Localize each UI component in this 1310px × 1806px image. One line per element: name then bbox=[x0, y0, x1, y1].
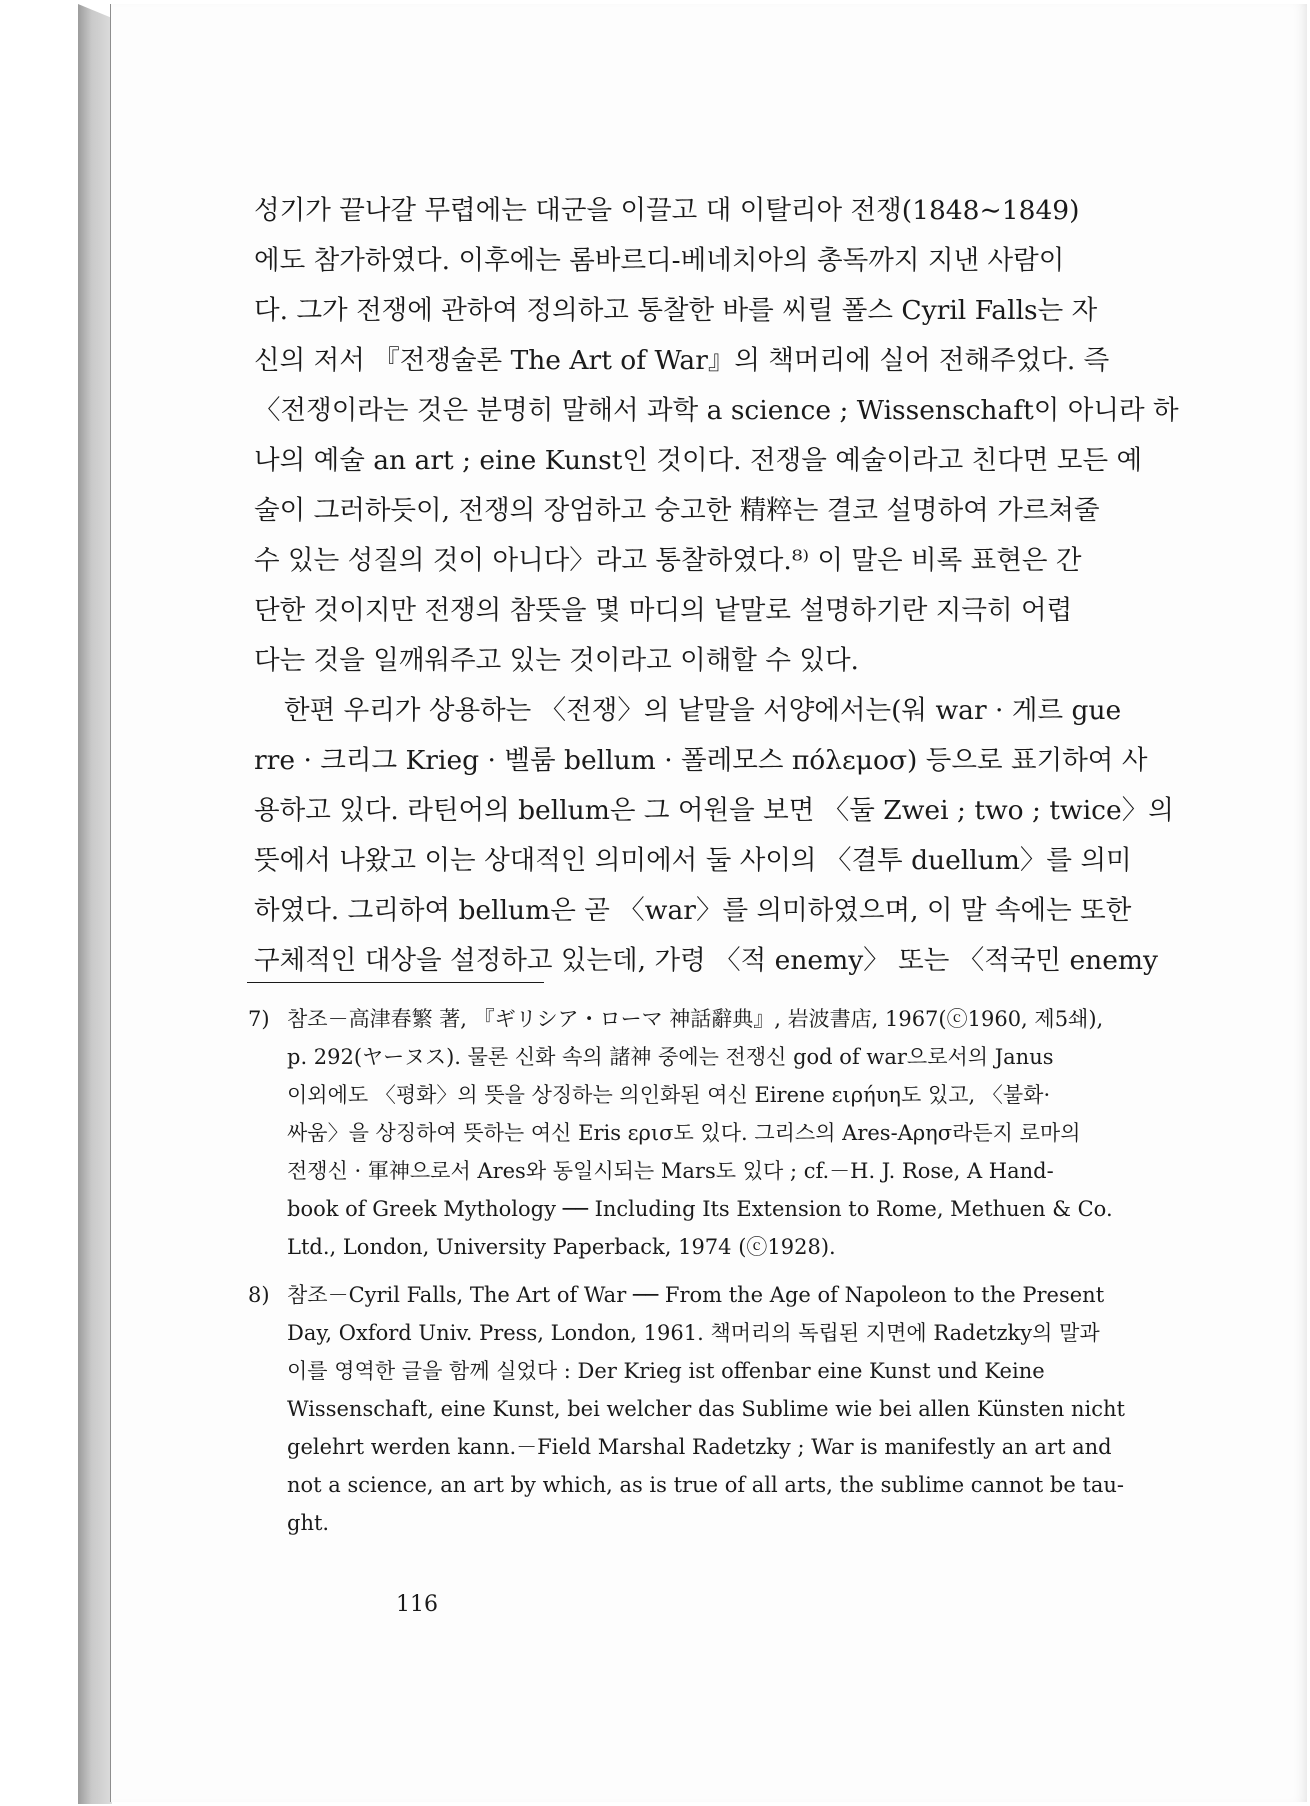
footnote-line: 참조－Cyril Falls, The Art of War ── From the Age of Napoleon to the Present bbox=[287, 1283, 1105, 1307]
body-line: 신의 저서 『전쟁술론 The Art of War』의 책머리에 실어 전해주었다. 즉 bbox=[254, 345, 1110, 376]
footnote-line: gelehrt werden kann.－Field Marshal Radetzky ; War is manifestly an art and bbox=[287, 1435, 1112, 1459]
body-line: 〈전쟁이라는 것은 분명히 말해서 과학 a science ; Wissenschaft이 아니라 하 bbox=[254, 395, 1179, 426]
body-line: 나의 예술 an art ; eine Kunst인 것이다. 전쟁을 예술이라고 친다면 모든 예 bbox=[254, 445, 1143, 476]
footnote-line: ght. bbox=[287, 1511, 330, 1535]
body-line: 뜻에서 나왔고 이는 상대적인 의미에서 둘 사이의 〈결투 duellum〉를 의미 bbox=[254, 845, 1132, 876]
footnote-line: not a science, an art by which, as is true of all arts, the sublime cannot be tau- bbox=[287, 1473, 1125, 1497]
body-line: 다. 그가 전쟁에 관하여 정의하고 통찰한 바를 씨릴 폴스 Cyril Falls는 자 bbox=[254, 295, 1098, 326]
footnote-8 bbox=[248, 1276, 1292, 1542]
page-number: 116 bbox=[396, 1592, 438, 1617]
body-line: 구체적인 대상을 설정하고 있는데, 가령 〈적 enemy〉 또는 〈적국민 enemy bbox=[254, 945, 1158, 976]
footnote-7 bbox=[248, 1000, 1292, 1266]
footnote-line: 싸움〉을 상징하여 뜻하는 여신 Eris ερισ도 있다. 그리스의 Ares-Aρησ라든지 로마의 bbox=[287, 1121, 1081, 1145]
footnote-divider bbox=[247, 982, 544, 983]
body-line: 다는 것을 일깨워주고 있는 것이라고 이해할 수 있다. bbox=[254, 645, 859, 676]
footnote-line: book of Greek Mythology ── Including Its Extension to Rome, Methuen & Co. bbox=[287, 1197, 1113, 1221]
footnote-line: p. 292(ヤーヌス). 물론 신화 속의 諸神 중에는 전쟁신 god of war으로서의 Janus bbox=[287, 1045, 1054, 1069]
footnote-line: Ltd., London, University Paperback, 1974 (ⓒ1928). bbox=[287, 1235, 836, 1259]
body-line-paragraph-start: 한편 우리가 상용하는 〈전쟁〉의 낱말을 서양에서는(워 war · 게르 gue bbox=[284, 695, 1122, 726]
footnote-line: Wissenschaft, eine Kunst, bei welcher das Sublime wie bei allen Künsten nicht bbox=[287, 1397, 1125, 1421]
body-line: 에도 참가하였다. 이후에는 롬바르디-베네치아의 총독까지 지낸 사람이 bbox=[254, 245, 1065, 276]
footnote-number: 8) bbox=[248, 1283, 270, 1307]
body-line: 성기가 끝나갈 무렵에는 대군을 이끌고 대 이탈리아 전쟁(1848∼1849) bbox=[254, 195, 1080, 226]
body-line: 단한 것이지만 전쟁의 참뜻을 몇 마디의 낱말로 설명하기란 지극히 어렵 bbox=[254, 595, 1073, 626]
footnotes bbox=[248, 1000, 1292, 1542]
footnote-line: 전쟁신 · 軍神으로서 Ares와 동일시되는 Mars도 있다 ; cf.－H. J. Rose, A Hand- bbox=[287, 1159, 1054, 1183]
book-page-edge bbox=[78, 4, 112, 1804]
body-line: 술이 그러하듯이, 전쟁의 장엄하고 숭고한 精粹는 결코 설명하여 가르쳐줄 bbox=[254, 495, 1100, 526]
body-line: 용하고 있다. 라틴어의 bellum은 그 어원을 보면 〈둘 Zwei ; two ; twice〉의 bbox=[254, 795, 1174, 826]
body-line: rre · 크리그 Krieg · 벨룸 bellum · 폴레모스 πόλεμοσ) 등으로 표기하여 사 bbox=[254, 745, 1148, 776]
body-line: 하였다. 그리하여 bellum은 곧 〈war〉를 의미하였으며, 이 말 속에는 또한 bbox=[254, 895, 1132, 926]
footnote-line: 이를 영역한 글을 함께 실었다 : Der Krieg ist offenbar eine Kunst und Keine bbox=[287, 1359, 1045, 1383]
footnote-line: 참조－高津春繁 著, 『ギリシア・ローマ 神話辭典』, 岩波書店, 1967(ⓒ1960, 제5쇄), bbox=[287, 1007, 1104, 1031]
footnote-line: Day, Oxford Univ. Press, London, 1961. 책머리의 독립된 지면에 Radetzky의 말과 bbox=[287, 1321, 1100, 1345]
footnote-number: 7) bbox=[248, 1007, 270, 1031]
book-page bbox=[110, 4, 1307, 1802]
footnote-line: 이외에도 〈평화〉의 뜻을 상징하는 의인화된 여신 Eirene ειρήυη도 있고, 〈불화· bbox=[287, 1083, 1051, 1107]
body-text bbox=[254, 186, 1290, 986]
body-line: 수 있는 성질의 것이 아니다〉라고 통찰하였다.⁸⁾ 이 말은 비록 표현은 간 bbox=[254, 545, 1082, 576]
